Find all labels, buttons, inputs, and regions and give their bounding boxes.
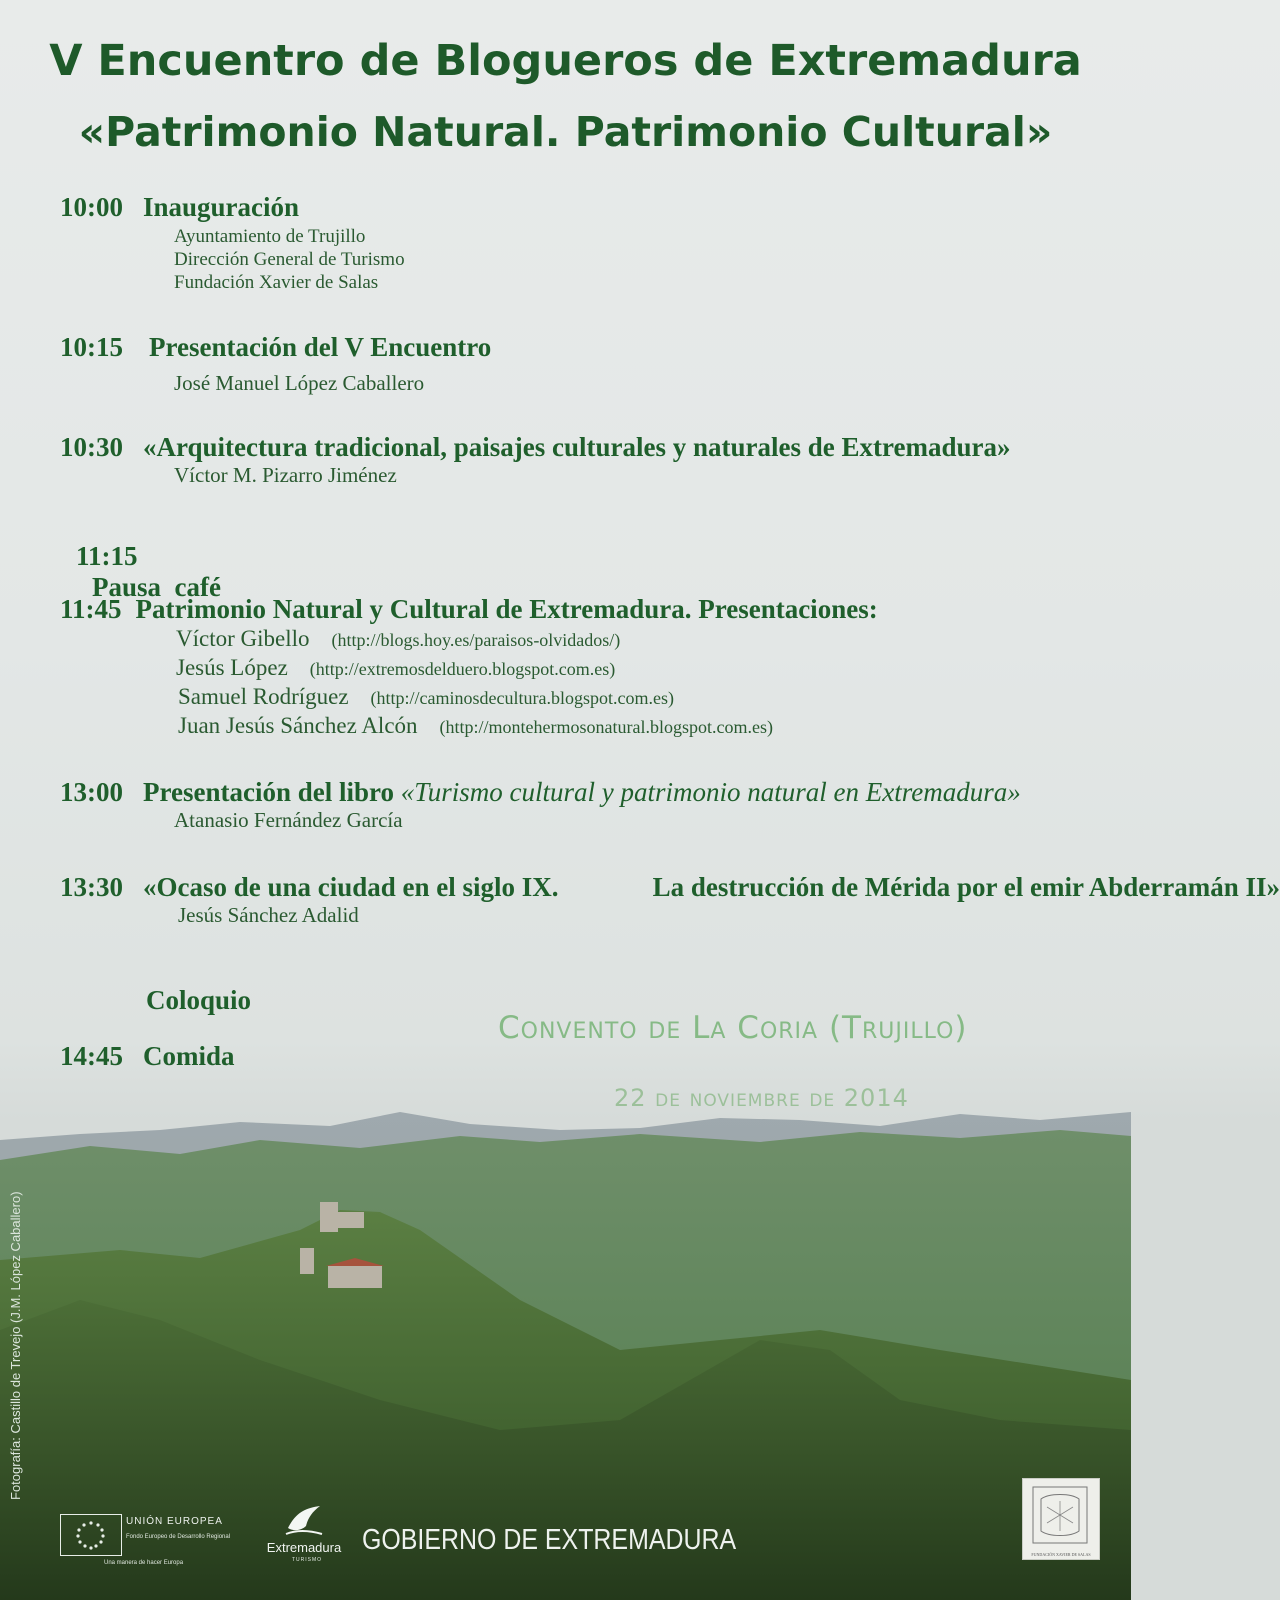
program-item-libro: [60, 777, 1021, 833]
item-title: Patrimonio Natural y Cultural de Extremadura. Presentaciones:: [135, 594, 878, 624]
bird-icon: [282, 1504, 326, 1538]
eu-motto: Una manera de hacer Europa: [104, 1560, 184, 1566]
presenter-row: [176, 654, 878, 683]
item-speaker: Jesús Sánchez Adalid: [178, 903, 359, 927]
event-date: 22 de noviembre de 2014: [614, 1084, 909, 1112]
presenter-url: (http://montehermosonatural.blogspot.com.es): [439, 717, 773, 737]
gobierno-logo: GOBIERNO DE EXTREMADURA: [362, 1524, 737, 1556]
presenter-name: Víctor Gibello: [176, 626, 310, 651]
item-title: Inauguración: [143, 192, 300, 222]
presenter-row: [178, 683, 878, 712]
extremadura-name: Extremadura: [266, 1540, 342, 1555]
item-time: 11:45: [60, 594, 122, 624]
item-title: Presentación del libro: [143, 777, 394, 807]
presenter-name: Jesús López: [176, 655, 288, 680]
item-time: 10:30: [60, 432, 123, 462]
poster-title: V Encuentro de Blogueros de Extremadura: [49, 36, 1082, 86]
item-detail-line: Fundación Xavier de Salas: [174, 272, 379, 293]
presenter-url: (http://extremosdelduero.blogspot.com.es): [309, 659, 616, 679]
program-item-inauguracion: [60, 192, 405, 294]
extremadura-sub: TURISMO: [292, 1557, 323, 1563]
program-item-arquitectura: [60, 432, 1010, 488]
item-detail-line: Ayuntamiento de Trujillo: [174, 226, 366, 247]
item-speaker: Atanasio Fernández García: [174, 808, 403, 832]
item-time: 13:30: [60, 872, 123, 902]
fundacion-emblem-icon: [1023, 1479, 1097, 1549]
item-detail-line: Dirección General de Turismo: [174, 249, 405, 270]
presenter-url: (http://blogs.hoy.es/paraisos-olvidados/): [331, 630, 621, 650]
program-item-coloquio: [146, 985, 251, 1016]
item-speaker: Víctor M. Pizarro Jiménez: [174, 463, 397, 487]
program-item-patrimonio: [60, 594, 878, 741]
eu-flag-icon: [60, 1514, 122, 1556]
eu-logo: [60, 1514, 260, 1570]
eu-fund: Fondo Europeo de Desarrollo Regional: [126, 1534, 231, 1540]
item-title: Pausa café: [92, 572, 221, 602]
presenter-row: [178, 712, 878, 741]
program-item-comida: [60, 1041, 235, 1072]
program-item-presentacion: [60, 332, 491, 396]
item-time: 10:15: [60, 332, 123, 362]
item-time: 11:15: [76, 541, 138, 571]
presenter-name: Juan Jesús Sánchez Alcón: [178, 713, 418, 738]
fundacion-logo: [1022, 1478, 1100, 1560]
item-title-line1: «Ocaso de una ciudad en el siglo IX.: [143, 872, 559, 902]
item-time: 10:00: [60, 192, 123, 222]
item-speaker: José Manuel López Caballero: [174, 371, 425, 395]
poster-subtitle: «Patrimonio Natural. Patrimonio Cultural»: [78, 108, 1053, 156]
item-time: 14:45: [60, 1041, 123, 1071]
extremadura-turismo-logo: [258, 1504, 350, 1564]
book-title: «Turismo cultural y patrimonio natural en Extremadura»: [400, 777, 1021, 807]
presenter-url: (http://caminosdecultura.blogspot.com.es): [370, 688, 674, 708]
photo-credit: Fotografía: Castillo de Trevejo (J.M. López Caballero): [8, 1191, 23, 1500]
item-title: Coloquio: [146, 985, 252, 1015]
venue-label: Convento de La Coria (Trujillo): [498, 1010, 968, 1046]
item-title: «Arquitectura tradicional, paisajes culturales y naturales de Extremadura»: [143, 432, 1011, 462]
program-item-ocaso: [60, 868, 1280, 928]
item-title: Comida: [143, 1041, 235, 1071]
presenter-row: [176, 625, 878, 654]
item-title-line2: La destrucción de Mérida por el emir Abderramán II»: [652, 872, 1280, 902]
presenter-name: Samuel Rodríguez: [178, 684, 349, 709]
item-title: Presentación del V Encuentro: [149, 332, 492, 362]
eu-name: UNIÓN EUROPEA: [126, 1516, 223, 1527]
fundacion-name: FUNDACIÓN XAVIER DE SALAS: [1031, 1552, 1091, 1557]
item-time: 13:00: [60, 777, 123, 807]
